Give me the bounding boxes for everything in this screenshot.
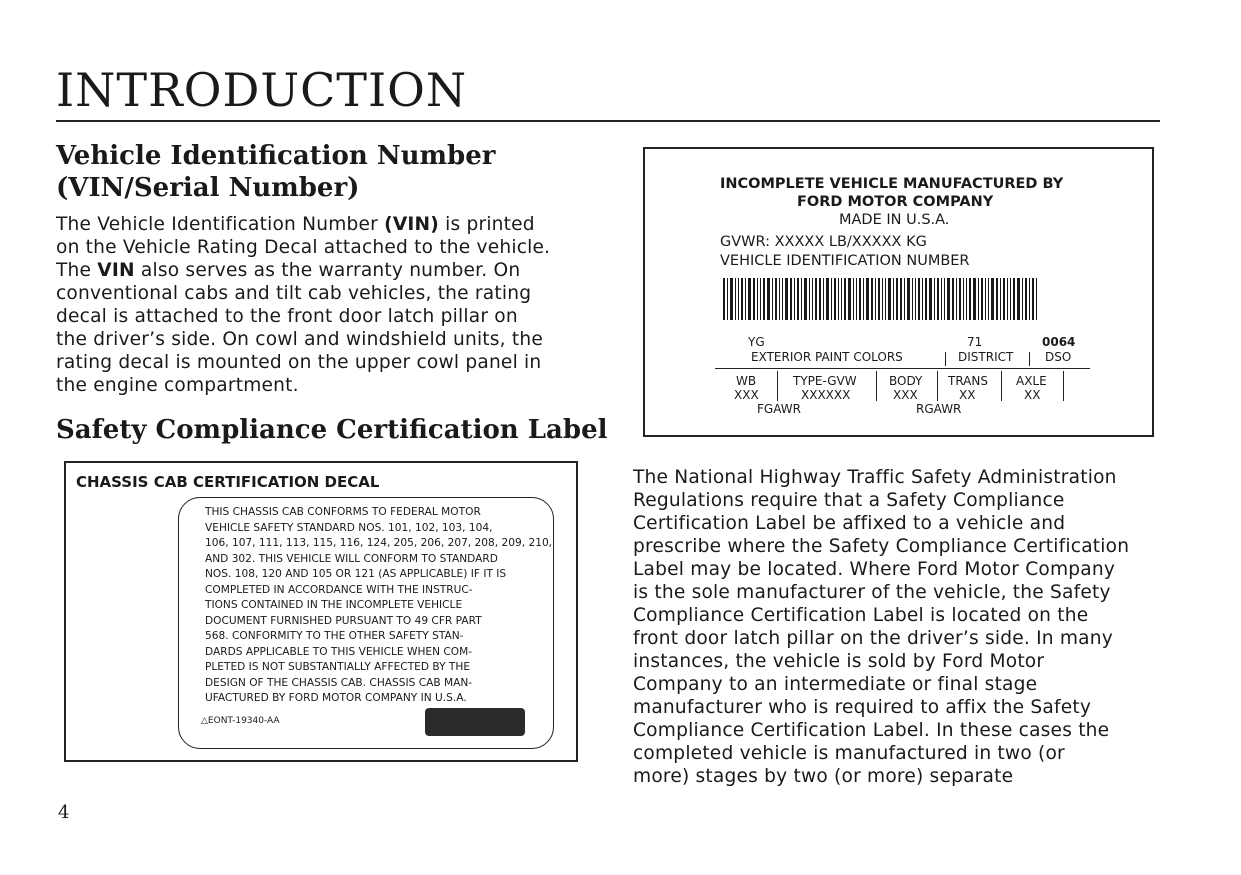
vin-barcode <box>723 278 1085 320</box>
vin-line: conventional cabs and tilt cab vehicles, the rating <box>56 283 532 304</box>
barcode-bar <box>875 278 876 320</box>
barcode-bar <box>929 278 932 320</box>
barcode-bar <box>1036 278 1037 320</box>
barcode-bar <box>735 278 736 320</box>
barcode-bar <box>1010 278 1011 320</box>
incomplete-vehicle-label <box>643 147 1154 437</box>
table-rule <box>715 368 1090 369</box>
barcode-bar <box>730 278 733 320</box>
barcode-bar <box>790 278 792 320</box>
decal-line: THIS CHASSIS CAB CONFORMS TO FEDERAL MOTOR <box>205 506 481 518</box>
barcode-bar <box>925 278 927 320</box>
barcode-bar <box>878 278 880 320</box>
barcode-bar <box>904 278 905 320</box>
barcode-bar <box>727 278 728 320</box>
paint-code: YG <box>748 335 765 349</box>
val-wb: XXX <box>734 388 759 402</box>
barcode-bar <box>1003 278 1005 320</box>
safety-heading: Safety Compliance Certification Label <box>56 415 608 445</box>
barcode-bar <box>952 278 954 320</box>
barcode-bar <box>882 278 883 320</box>
barcode-bar <box>745 278 746 320</box>
vin-line: The Vehicle Identification Number (VIN) is printed <box>56 214 535 235</box>
barcode-bar <box>760 278 761 320</box>
vin-paragraph <box>56 213 586 397</box>
barcode-bar <box>956 278 957 320</box>
decal-part-number: △EONT-19340-AA <box>201 716 280 726</box>
barcode-bar <box>831 278 832 320</box>
decal-line: DARDS APPLICABLE TO THIS VEHICLE WHEN COM- <box>205 645 473 658</box>
barcode-bar <box>1013 278 1015 320</box>
barcode-bar <box>741 278 743 320</box>
val-type-gvw: XXXXXX <box>801 388 851 402</box>
safety-line: prescribe where the Safety Compliance Certification <box>633 536 1130 557</box>
barcode-bar <box>893 278 894 320</box>
rgawr-label: RGAWR <box>916 402 962 416</box>
barcode-bar <box>959 278 961 320</box>
decal-line: AND 302. THIS VEHICLE WILL CONFORM TO STANDARD <box>205 552 498 565</box>
barcode-bar <box>775 278 777 320</box>
divider <box>945 352 946 366</box>
barcode-bar <box>809 278 810 320</box>
barcode-bar <box>723 278 725 320</box>
decal-line: PLETED IS NOT SUBSTANTIALLY AFFECTED BY THE <box>205 661 471 673</box>
safety-line: front door latch pillar on the driver’s side. In many <box>633 628 1113 649</box>
barcode-bar <box>859 278 861 320</box>
barcode-bar <box>966 278 967 320</box>
barcode-bar <box>1022 278 1023 320</box>
district-label: DISTRICT <box>958 350 1014 364</box>
barcode-bar <box>969 278 971 320</box>
vin-line: rating decal is mounted on the upper cowl panel in <box>56 352 542 373</box>
decal-text <box>205 505 553 707</box>
barcode-bar <box>812 278 813 320</box>
vin-heading-line: (VIN/Serial Number) <box>56 173 360 203</box>
vin-heading-line: Vehicle Identification Number <box>56 141 496 171</box>
safety-line: Regulations require that a Safety Compliance <box>633 490 1065 511</box>
barcode-bar <box>896 278 898 320</box>
title-rule <box>56 120 1160 122</box>
barcode-bar <box>785 278 788 320</box>
col-body: BODY <box>889 374 923 388</box>
barcode-bar <box>1032 278 1034 320</box>
fgawr-label: FGAWR <box>757 402 801 416</box>
barcode-bar <box>918 278 920 320</box>
decal-inner-panel <box>178 497 554 749</box>
safety-line: instances, the vehicle is sold by Ford Motor <box>633 651 1045 672</box>
barcode-bar <box>981 278 983 320</box>
val-axle: XX <box>1024 388 1041 402</box>
page-title: INTRODUCTION <box>56 63 468 117</box>
barcode-bar <box>757 278 758 320</box>
vin-line: on the Vehicle Rating Decal attached to the vehicle. <box>56 237 551 258</box>
safety-line: Compliance Certification Label. In these cases the <box>633 720 1110 741</box>
barcode-bar <box>991 278 994 320</box>
barcode-bar <box>856 278 857 320</box>
safety-line: completed vehicle is manufactured in two (or <box>633 743 1065 764</box>
barcode-bar <box>866 278 869 320</box>
col-wb: WB <box>736 374 757 388</box>
safety-line: Certification Label be affixed to a vehicle and <box>633 513 1066 534</box>
barcode-bar <box>1025 278 1027 320</box>
barcode-bar <box>1007 278 1008 320</box>
barcode-bar <box>973 278 976 320</box>
barcode-bar <box>826 278 829 320</box>
val-trans: XX <box>959 388 976 402</box>
barcode-bar <box>804 278 807 320</box>
decal-line: TIONS CONTAINED IN THE INCOMPLETE VEHICLE <box>205 599 463 611</box>
col-axle: AXLE <box>1016 374 1047 388</box>
barcode-bar <box>912 278 913 320</box>
label-manufactured-by: INCOMPLETE VEHICLE MANUFACTURED BY <box>720 176 1064 192</box>
vin-line: the driver’s side. On cowl and windshield units, the <box>56 329 544 350</box>
barcode-bar <box>944 278 945 320</box>
decal-line: 568. CONFORMITY TO THE OTHER SAFETY STAN- <box>205 630 464 642</box>
barcode-bar <box>853 278 854 320</box>
barcode-bar <box>848 278 851 320</box>
barcode-bar <box>978 278 979 320</box>
barcode-bar <box>753 278 755 320</box>
decal-title: CHASSIS CAB CERTIFICATION DECAL <box>76 473 380 491</box>
barcode-bar <box>823 278 824 320</box>
barcode-bar <box>963 278 964 320</box>
barcode-bar <box>915 278 916 320</box>
vin-line: the engine compartment. <box>56 375 299 396</box>
label-made-in: MADE IN U.S.A. <box>839 212 950 228</box>
dso-label: DSO <box>1045 350 1072 364</box>
chassis-cab-decal <box>64 461 578 762</box>
barcode-bar <box>794 278 795 320</box>
barcode-bar <box>947 278 950 320</box>
barcode-bar <box>888 278 891 320</box>
barcode-bar <box>815 278 817 320</box>
val-body: XXX <box>893 388 918 402</box>
barcode-bar <box>900 278 902 320</box>
barcode-bar <box>844 278 846 320</box>
barcode-bar <box>748 278 751 320</box>
decal-line: COMPLETED IN ACCORDANCE WITH THE INSTRUC- <box>205 583 473 596</box>
label-company: FORD MOTOR COMPANY <box>797 194 994 210</box>
barcode-bar <box>738 278 739 320</box>
barcode-bar <box>907 278 910 320</box>
vin-line: decal is attached to the front door latch pillar on <box>56 306 518 327</box>
barcode-bar <box>834 278 836 320</box>
decal-line: UFACTURED BY FORD MOTOR COMPANY IN U.S.A. <box>205 692 467 704</box>
barcode-bar <box>782 278 783 320</box>
barcode-bar <box>763 278 765 320</box>
barcode-bar <box>779 278 780 320</box>
divider <box>1001 371 1002 401</box>
decal-line: DOCUMENT FURNISHED PURSUANT TO 49 CFR PART <box>205 614 482 627</box>
divider <box>937 371 938 401</box>
barcode-bar <box>871 278 873 320</box>
col-type-gvw: TYPE-GVW <box>793 374 857 388</box>
barcode-bar <box>841 278 842 320</box>
label-gvwr: GVWR: XXXXX LB/XXXXX KG <box>720 234 927 250</box>
safety-line: manufacturer who is required to affix the Safety <box>633 697 1092 718</box>
decal-line: VEHICLE SAFETY STANDARD NOS. 101, 102, 103, 104, <box>205 521 493 534</box>
paint-label: EXTERIOR PAINT COLORS <box>751 350 903 364</box>
barcode-bar <box>996 278 998 320</box>
barcode-bar <box>988 278 989 320</box>
barcode-bar <box>863 278 864 320</box>
safety-line: is the sole manufacturer of the vehicle, the Safety <box>633 582 1111 603</box>
decal-black-block <box>425 708 525 736</box>
vin-line: The VIN also serves as the warranty number. On <box>56 260 521 281</box>
page-number: 4 <box>58 802 70 823</box>
decal-line: DESIGN OF THE CHASSIS CAB. CHASSIS CAB MAN- <box>205 676 473 689</box>
col-trans: TRANS <box>948 374 988 388</box>
dso-code: 0064 <box>1042 335 1076 349</box>
barcode-bar <box>941 278 942 320</box>
barcode-bar <box>1029 278 1030 320</box>
safety-line: Label may be located. Where Ford Motor Company <box>633 559 1116 580</box>
divider <box>1029 352 1030 366</box>
decal-line: 106, 107, 111, 113, 115, 116, 124, 205, 206, 207, 208, 209, 210, <box>205 537 553 549</box>
barcode-bar <box>885 278 886 320</box>
barcode-bar <box>985 278 986 320</box>
vin-heading <box>56 140 576 204</box>
safety-line: Company to an intermediate or final stage <box>633 674 1038 695</box>
label-vin-caption: VEHICLE IDENTIFICATION NUMBER <box>720 253 970 269</box>
decal-line: NOS. 108, 120 AND 105 OR 121 (AS APPLICABLE) IF IT IS <box>205 568 507 580</box>
barcode-bar <box>772 278 773 320</box>
barcode-bar <box>922 278 923 320</box>
barcode-bar <box>1017 278 1020 320</box>
district-code: 71 <box>967 335 983 349</box>
barcode-bar <box>934 278 935 320</box>
divider <box>876 371 877 401</box>
safety-line: Compliance Certification Label is located on the <box>633 605 1089 626</box>
safety-line: The National Highway Traffic Safety Administration <box>633 467 1117 488</box>
divider <box>1063 371 1064 401</box>
barcode-bar <box>937 278 939 320</box>
divider <box>777 371 778 401</box>
barcode-bar <box>797 278 799 320</box>
barcode-bar <box>838 278 839 320</box>
safety-paragraph <box>633 466 1173 788</box>
barcode-bar <box>819 278 821 320</box>
barcode-bar <box>1000 278 1001 320</box>
safety-line: more) stages by two (or more) separate <box>633 766 1014 787</box>
barcode-bar <box>801 278 802 320</box>
barcode-bar <box>767 278 770 320</box>
